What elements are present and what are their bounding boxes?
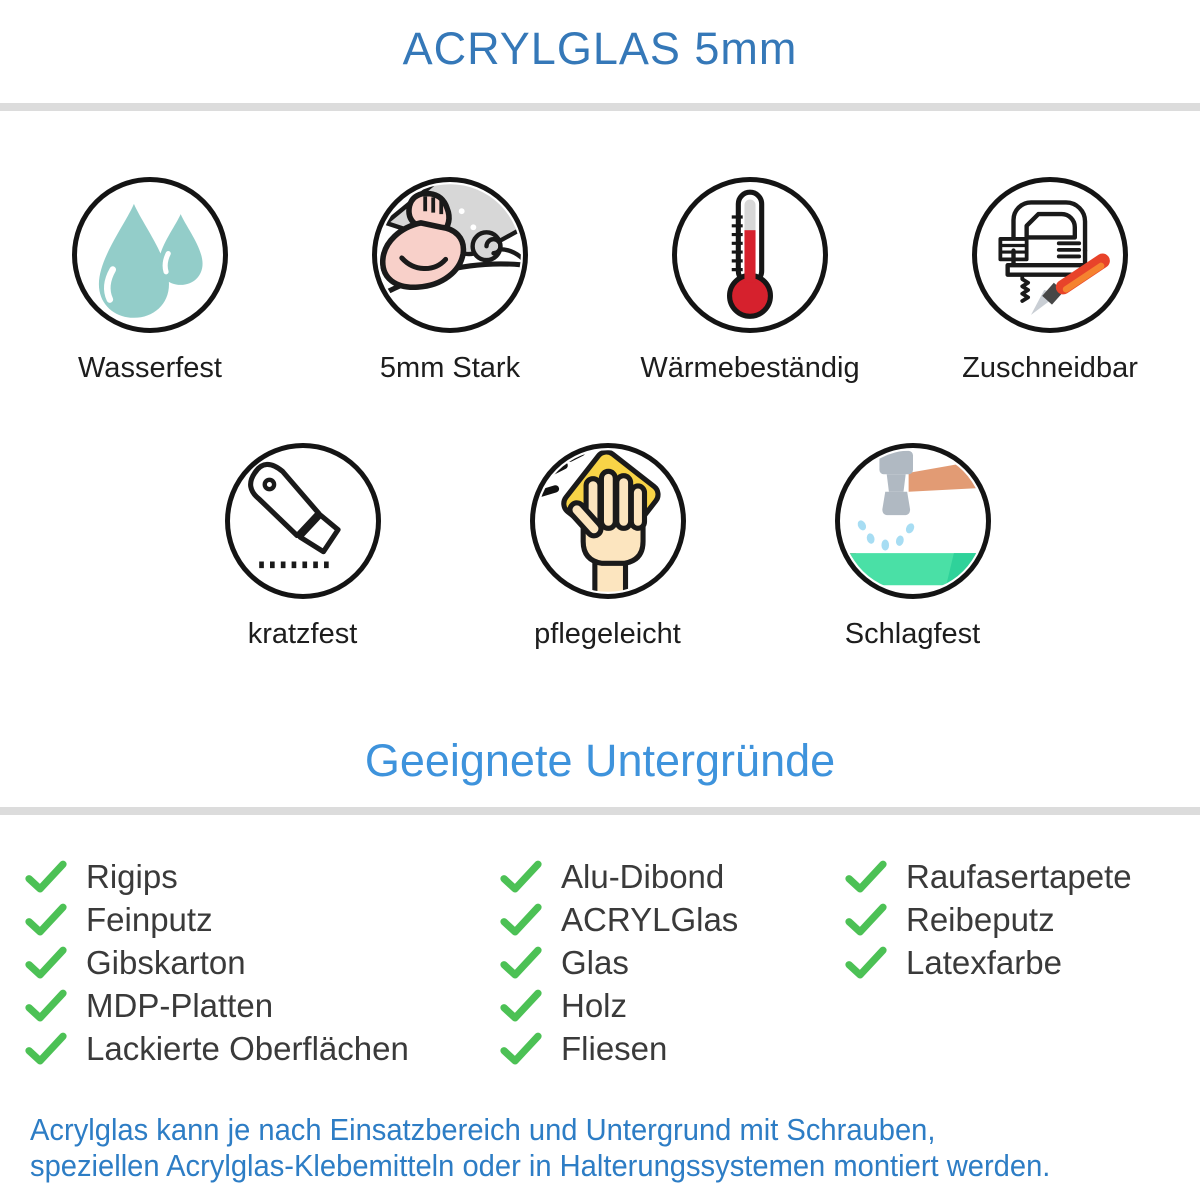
substrate-label: Raufasertapete [906,858,1132,895]
feature-label: Schlagfest [844,618,981,650]
substrate-item [500,903,845,937]
mounting-note-line-1: Acrylglas kann je nach Einsatzbereich und Untergrund mit Schrauben, [30,1112,936,1147]
substrate-item [500,860,845,894]
feature-circle [372,177,528,333]
check-icon [25,860,67,894]
substrate-label: Glas [561,944,629,981]
features-row-1 [0,177,1200,385]
check-icon [845,860,887,894]
check-icon [845,946,887,980]
substrate-item [845,860,1175,894]
feature-label: kratzfest [247,618,358,650]
water-drops-icon [77,182,223,328]
substrates-column-1 [25,860,500,1075]
substrate-label: Holz [561,987,628,1024]
feature-label: Wärmebeständig [640,352,860,384]
substrate-item [845,903,1175,937]
substrate-item [500,989,845,1023]
feature-label: pflegeleicht [534,618,681,650]
page-title: ACRYLGLAS 5mm [402,23,798,74]
feature-circle [530,443,686,599]
check-icon [500,989,542,1023]
feature-circle [972,177,1128,333]
check-icon [500,1032,542,1066]
check-icon [500,903,542,937]
substrate-label: Reibeputz [906,901,1055,938]
check-icon [25,946,67,980]
feature-label: 5mm Stark [379,352,521,384]
substrate-label: Fliesen [561,1030,668,1067]
substrate-item [845,946,1175,980]
divider-top [0,103,1200,111]
substrate-item [500,1032,845,1066]
utility-knife-icon [230,448,376,594]
flexed-arm-roll-icon [377,182,523,328]
substrate-label: Latexfarbe [906,944,1062,981]
substrate-item [25,946,500,980]
check-icon [25,903,67,937]
feature-pflegeleicht [455,443,760,651]
mounting-note-line-2: speziellen Acrylglas-Klebemitteln oder in Halterungssystemen montiert werden. [30,1148,1051,1183]
feature-wasserfest [0,177,300,385]
substrate-item [25,903,500,937]
substrate-item [25,1032,500,1066]
substrates-column-2 [500,860,845,1075]
substrate-item [500,946,845,980]
thermometer-icon [677,182,823,328]
feature-zuschneidbar [900,177,1200,385]
mounting-note [30,1112,1050,1184]
features-row-2 [150,443,1066,651]
check-icon [25,989,67,1023]
check-icon [25,1032,67,1066]
jigsaw-knife-icon [977,182,1123,328]
section-title: Geeignete Untergründe [364,735,836,786]
feature-5mm-stark [300,177,600,385]
substrates-list [0,860,1200,1075]
check-icon [500,860,542,894]
substrate-label: MDP-Platten [86,987,274,1024]
wiping-hand-cloth-icon [535,448,681,594]
feature-circle [672,177,828,333]
substrates-column-3 [845,860,1175,1075]
feature-waermebestaendig [600,177,900,385]
check-icon [500,946,542,980]
substrate-label: Alu-Dibond [561,858,725,895]
feature-circle [72,177,228,333]
hammer-impact-icon [840,448,986,594]
substrate-label: Feinputz [86,901,213,938]
substrate-label: Rigips [86,858,178,895]
check-icon [845,903,887,937]
feature-kratzfest [150,443,455,651]
divider-middle [0,807,1200,815]
feature-label: Zuschneidbar [962,352,1138,384]
substrate-label: Gibskarton [86,944,246,981]
feature-circle [225,443,381,599]
substrate-label: Lackierte Oberflächen [86,1030,409,1067]
substrate-item [25,860,500,894]
feature-label: Wasserfest [78,352,222,384]
feature-schlagfest [760,443,1065,651]
substrate-item [25,989,500,1023]
feature-circle [835,443,991,599]
substrate-label: ACRYLGlas [561,901,739,938]
